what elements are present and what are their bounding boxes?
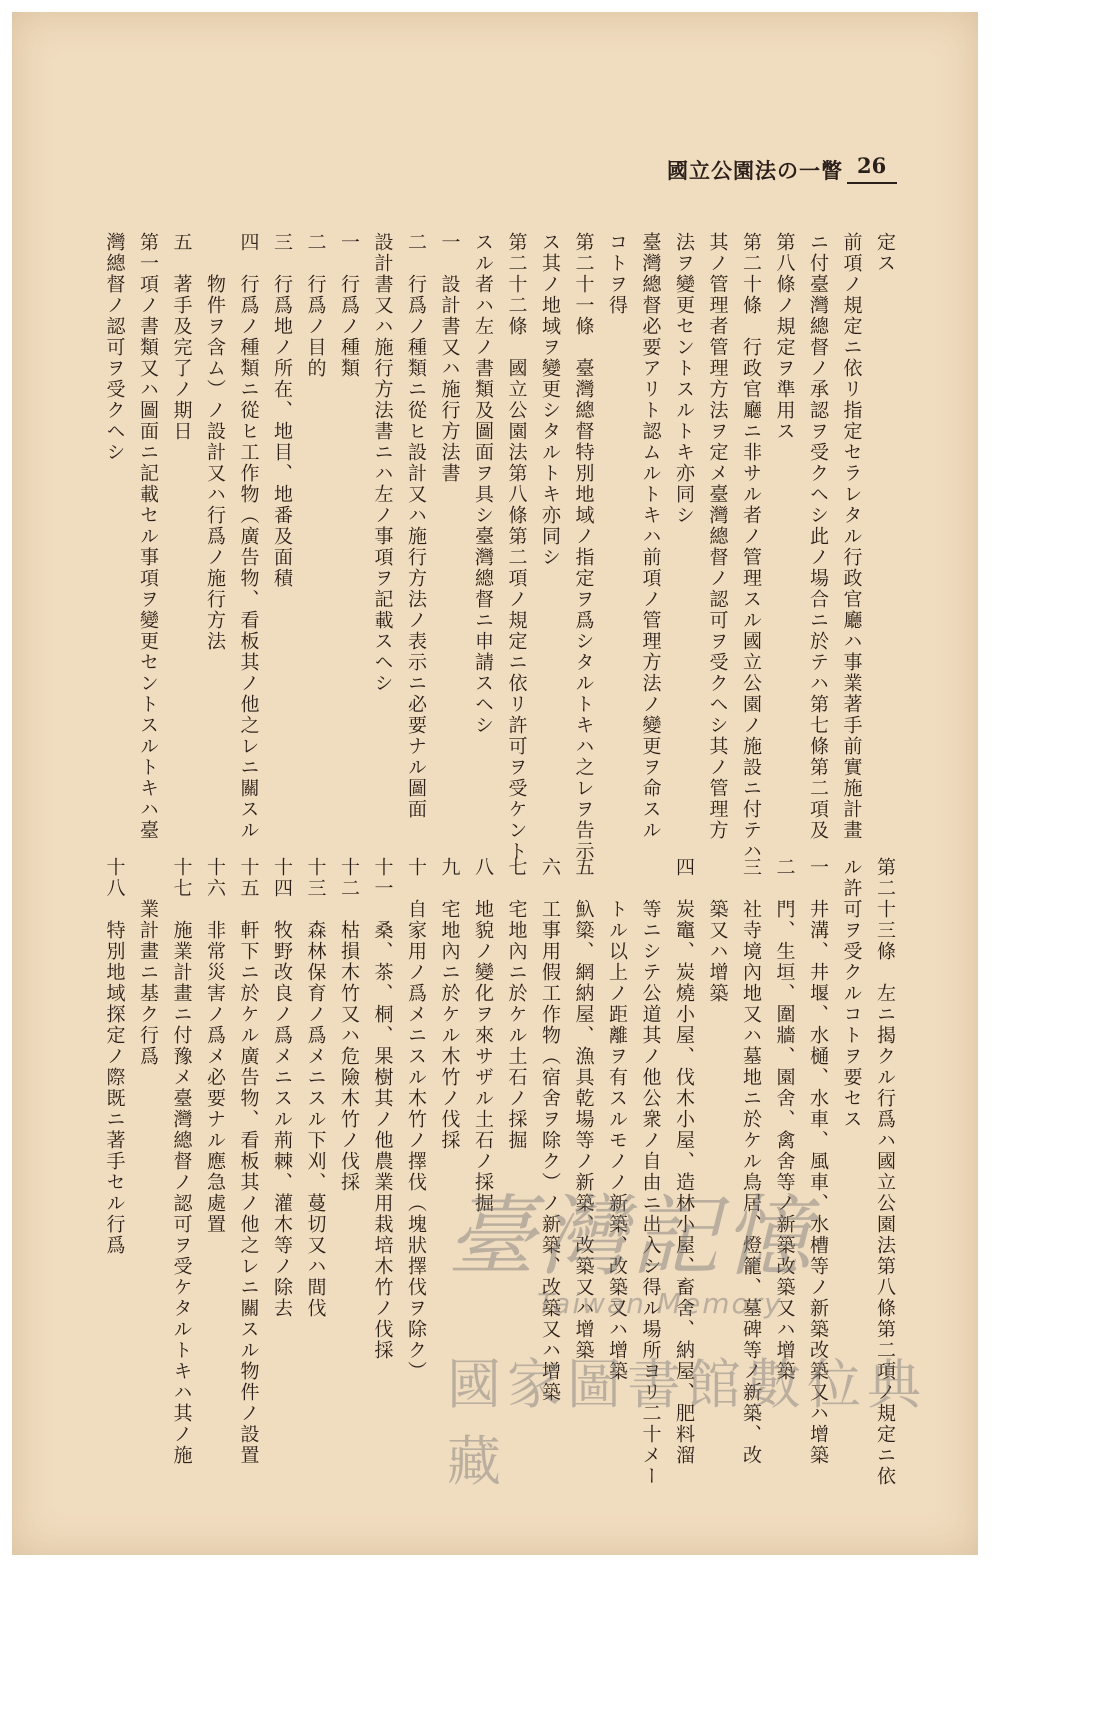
text-column: 臺灣總督必要アリト認ムルトキハ前項ノ管理方法ノ變更ヲ命スル (639, 232, 662, 841)
text-column: 五 魞簗、網納屋、漁具乾場等ノ新築、改築又ハ增築 (572, 857, 595, 1361)
text-column: 等ニシテ公道其ノ他公衆ノ自由ニ出入シ得ル場所ヨリ二十メー (639, 857, 662, 1487)
watermark-subtitle: 國家圖書館數位典藏 (447, 1353, 927, 1493)
text-column: 十一 桑、茶、桐、果樹其ノ他農業用栽培木竹ノ伐採 (371, 857, 394, 1361)
text-column: 業計畫ニ基ク行爲 (137, 857, 159, 1067)
text-column: 十七 施業計畫ニ付豫メ臺灣總督ノ認可ヲ受ケタルトキハ其ノ施 (170, 857, 193, 1466)
text-column: 一 設計書又ハ施行方法書 (438, 232, 461, 484)
text-column: 三 行爲地ノ所在、地目、地番及面積 (271, 232, 293, 589)
text-column: 十三 森林保育ノ爲メニスル下刈、蔓切又ハ間伐 (304, 857, 327, 1319)
text-column: ル許可ヲ受クルコトヲ要セス (840, 857, 863, 1130)
running-title: 國立公園法の一瞥 (667, 158, 843, 183)
text-column: 定ス (874, 232, 896, 274)
text-column: 六 工事用假工作物（宿舍ヲ除ク）ノ新築、改築又ハ增築 (539, 857, 561, 1403)
text-column: トル以上ノ距離ヲ有スルモノノ新築、改築又ハ增築 (606, 857, 628, 1382)
text-column: 第一項ノ書類又ハ圖面ニ記載セル事項ヲ變更セントスルトキハ臺 (137, 232, 159, 841)
page-header (667, 155, 897, 185)
text-column: 七 宅地內ニ於ケル土石ノ採掘 (505, 857, 528, 1151)
text-column: 第二十三條 左ニ揭クル行爲ハ國立公園法第八條第二項ノ規定ニ依 (874, 857, 896, 1487)
text-column: 第二十二條 國立公園法第八條第二項ノ規定ニ依リ許可ヲ受ケント (505, 232, 528, 862)
text-column: 灣總督ノ認可ヲ受クヘシ (103, 232, 126, 463)
text-column: 第二十條 行政官廳ニ非サル者ノ管理スル國立公園ノ施設ニ付テハ (740, 232, 762, 862)
text-column: 八 地貌ノ變化ヲ來サザル土石ノ採掘 (472, 857, 494, 1214)
text-column: 二 行爲ノ種類ニ從ヒ設計又ハ施行方法ノ表示ニ必要ナル圖面 (405, 232, 427, 820)
text-column: コトヲ得 (606, 232, 628, 316)
text-column: 十四 牧野改良ノ爲メニスル荊棘、灌木等ノ除去 (271, 857, 293, 1319)
text-column: 一 井溝、井堰、水樋、水車、風車、水槽等ノ新築改築又ハ增築 (807, 857, 829, 1466)
text-column: 十八 特別地域探定ノ際既ニ著手セル行爲 (103, 857, 126, 1256)
text-column: 十五 軒下ニ於ケル廣告物、看板其ノ他之レニ關スル物件ノ設置 (237, 857, 260, 1466)
watermark-calligraphy: 臺灣記憶 (447, 1185, 816, 1288)
text-column: 設計書又ハ施行方法書ニハ左ノ事項ヲ記載スヘシ (371, 232, 394, 694)
text-column: 二 行爲ノ目的 (304, 232, 327, 379)
text-column: 十 自家用ノ爲メニスル木竹ノ擇伐（塊狀擇伐ヲ除ク） (405, 857, 427, 1382)
watermark-english: Taiwan Memory (537, 1287, 783, 1320)
text-column: 第二十一條 臺灣總督特別地域ノ指定ヲ爲シタルトキハ之レヲ告示 (572, 232, 595, 862)
text-column: 前項ノ規定ニ依リ指定セラレタル行政官廳ハ事業著手前實施計畫 (840, 232, 863, 841)
text-column: 二 門、生垣、圍牆、園舍、禽舍等ノ新築改築又ハ增築 (773, 857, 796, 1382)
text-column: 一 行爲ノ種類 (338, 232, 360, 379)
text-column: 四 炭竈、炭燒小屋、伐木小屋、造林小屋、畜舍、納屋、肥料溜 (673, 857, 695, 1466)
text-column: 法ヲ變更セントスルトキ亦同シ (673, 232, 695, 526)
text-column: 三 社寺境內地又ハ墓地ニ於ケル鳥居、燈籠、墓碑等ノ新築、改 (740, 857, 762, 1466)
text-column: 物件ヲ含ム）ノ設計又ハ行爲ノ施行方法 (204, 232, 226, 652)
text-column: スル者ハ左ノ書類及圖面ヲ具シ臺灣總督ニ申請スヘシ (472, 232, 494, 736)
text-column: 四 行爲ノ種類ニ從ヒ工作物（廣告物、看板其ノ他之レニ關スル (237, 232, 260, 841)
page-number: 26 (857, 153, 887, 178)
text-column: 其ノ管理者管理方法ヲ定メ臺灣總督ノ認可ヲ受クヘシ其ノ管理方 (706, 232, 729, 841)
text-column: 築又ハ增築 (706, 857, 729, 1004)
text-column: ニ付臺灣總督ノ承認ヲ受クヘシ此ノ場合ニ於テハ第七條第二項及 (807, 232, 829, 841)
text-column: 第八條ノ規定ヲ準用ス (773, 232, 796, 442)
text-column: 五 著手及完了ノ期日 (170, 232, 193, 442)
document-page (12, 12, 978, 1555)
text-column: 九 宅地內ニ於ケル木竹ノ伐採 (438, 857, 461, 1151)
text-column: 十二 枯損木竹又ハ危險木竹ノ伐採 (338, 857, 360, 1193)
text-column: 十六 非常災害ノ爲メ必要ナル應急處置 (204, 857, 226, 1235)
header-rule (847, 182, 897, 184)
text-column: ス其ノ地域ヲ變更シタルトキ亦同シ (539, 232, 561, 568)
